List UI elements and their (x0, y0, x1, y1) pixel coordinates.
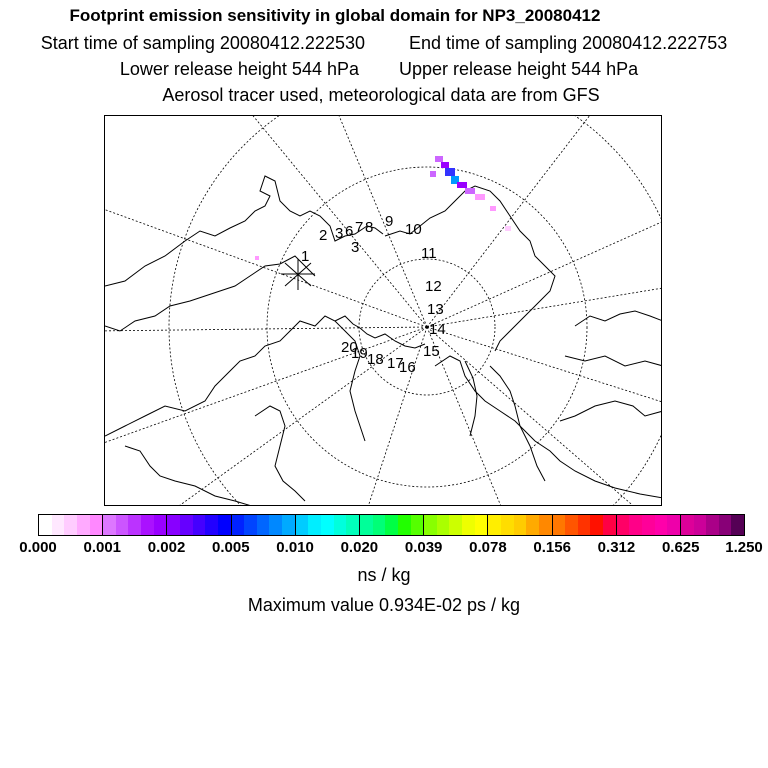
meridian (105, 327, 427, 331)
colorbar-segment (488, 515, 552, 535)
colorbar-cell (539, 515, 552, 535)
coastline-southwest (125, 446, 255, 506)
units-label: ns / kg (357, 565, 411, 585)
trajectory-label-20: 20 (341, 339, 358, 356)
colorbar-cell (488, 515, 501, 535)
colorbar-cell (205, 515, 218, 535)
coastline-west-2 (105, 256, 315, 331)
release-marker (281, 259, 315, 290)
footprint-cell (465, 188, 475, 194)
coastline-east-asia (435, 356, 662, 498)
trajectory-label-19: 19 (351, 345, 368, 362)
trajectory-label-3b: 3 (351, 239, 360, 256)
trajectory-label-6: 6 (345, 223, 354, 240)
footprint-cell (475, 194, 485, 200)
colorbar-cell (282, 515, 295, 535)
colorbar-cell (526, 515, 539, 535)
latitude-circle-40 (169, 116, 662, 506)
colorbar-tick-label: 0.039 (404, 539, 443, 556)
coastline-europe (255, 406, 305, 501)
trajectory-label-1: 1 (301, 248, 310, 265)
coastline-east-2 (565, 356, 662, 366)
colorbar-tick-label: 0.005 (212, 539, 250, 556)
release-height-line (0, 59, 763, 80)
upper-release-height: Upper release height 544 hPa (399, 59, 639, 79)
meridian (105, 327, 427, 446)
footprint-cell (457, 182, 467, 188)
colorbar-cell (514, 515, 527, 535)
graticule (105, 116, 662, 506)
colorbar-cell (154, 515, 167, 535)
colorbar-cell (180, 515, 193, 535)
footprint-cell (490, 206, 496, 211)
meridian (427, 327, 645, 506)
colorbar-tick-label: 0.010 (276, 539, 314, 556)
colorbar-cell (590, 515, 603, 535)
trajectory-label-7: 7 (355, 219, 364, 236)
colorbar-segment (39, 515, 103, 535)
colorbar-tick-label: 0.020 (340, 539, 379, 556)
colorbar-segment (424, 515, 488, 535)
colorbar-cell (334, 515, 347, 535)
colorbar-segment (103, 515, 167, 535)
start-time: Start time of sampling 20080412.222530 (40, 33, 365, 53)
colorbar (38, 514, 745, 536)
colorbar-cell (617, 515, 630, 535)
sampling-time-line (0, 33, 768, 54)
colorbar-cell (128, 515, 141, 535)
colorbar-cell (360, 515, 373, 535)
colorbar-cell (296, 515, 309, 535)
colorbar-cell (385, 515, 398, 535)
footprint-cell (430, 171, 436, 177)
colorbar-cell (193, 515, 206, 535)
trajectory-label-11: 11 (421, 245, 437, 262)
colorbar-cell (565, 515, 578, 535)
colorbar-segment (617, 515, 681, 535)
colorbar-cell (694, 515, 707, 535)
colorbar-cell (103, 515, 116, 535)
trajectory-label-3: 3 (335, 225, 344, 242)
max-value-label: Maximum value 0.934E-02 ps / kg (247, 595, 521, 615)
coastline-northeast (560, 401, 662, 421)
colorbar-cell (77, 515, 90, 535)
colorbar-segment (360, 515, 424, 535)
colorbar-cell (449, 515, 462, 535)
colorbar-cell (681, 515, 694, 535)
footprint-cell (255, 256, 259, 260)
meridian (427, 286, 662, 327)
trajectory-label-13: 13 (427, 301, 444, 318)
trajectory-labels (301, 213, 446, 376)
footprint-cell (445, 168, 455, 176)
colorbar-cell (257, 515, 270, 535)
colorbar-cell (424, 515, 437, 535)
colorbar-cell (629, 515, 642, 535)
meridian (165, 327, 427, 506)
colorbar-cell (437, 515, 450, 535)
coastline-island (465, 361, 477, 436)
trajectory-label-16: 16 (399, 359, 416, 376)
trajectory-label-2: 2 (319, 227, 328, 244)
coastline-east-1 (575, 311, 662, 326)
colorbar-cell (603, 515, 616, 535)
colorbar-cell (244, 515, 257, 535)
trajectory-label-9: 9 (385, 213, 394, 230)
colorbar-cell (411, 515, 424, 535)
colorbar-tick-label: 0.625 (661, 539, 700, 556)
colorbar-cell (90, 515, 103, 535)
colorbar-cell (553, 515, 566, 535)
colorbar-cell (39, 515, 52, 535)
coastlines (105, 176, 662, 506)
colorbar-tick-label: 0.000 (19, 539, 57, 556)
colorbar-cell (578, 515, 591, 535)
colorbar-tick-label: 0.002 (147, 539, 186, 556)
map-canvas (105, 116, 662, 506)
trajectory-label-17: 17 (387, 355, 404, 372)
colorbar-tick-label: 1.250 (725, 539, 763, 556)
trajectory-label-12: 12 (425, 278, 442, 295)
colorbar-cell (52, 515, 65, 535)
colorbar-cell (232, 515, 245, 535)
meridian (427, 116, 597, 327)
meridian (105, 206, 427, 327)
polar-map (104, 115, 662, 506)
colorbar-cell (475, 515, 488, 535)
colorbar-cell (308, 515, 321, 535)
tracer-info: Aerosol tracer used, meteorological data are from GFS (162, 85, 600, 105)
footprint-cell (505, 226, 511, 231)
colorbar-cell (719, 515, 732, 535)
colorbar-cell (346, 515, 359, 535)
coastline-greenland-region (105, 316, 365, 441)
colorbar-cell (141, 515, 154, 535)
colorbar-cell (731, 515, 744, 535)
colorbar-tick-label: 0.312 (597, 539, 636, 556)
colorbar-segment (232, 515, 296, 535)
trajectory-label-18: 18 (367, 351, 384, 368)
trajectory-label-15: 15 (423, 343, 440, 360)
colorbar-cell (64, 515, 77, 535)
end-time: End time of sampling 20080412.222753 (409, 33, 728, 53)
trajectory-label-10: 10 (405, 221, 422, 238)
colorbar-cell (167, 515, 180, 535)
coastline-east-siberia (385, 186, 555, 351)
trajectory-label-8: 8 (365, 219, 374, 236)
trajectory-label-14: 14 (429, 321, 446, 338)
colorbar-cell (462, 515, 475, 535)
colorbar-segment (553, 515, 617, 535)
colorbar-tick-label: 0.156 (533, 539, 571, 556)
colorbar-cell (321, 515, 334, 535)
colorbar-cell (706, 515, 719, 535)
colorbar-cell (501, 515, 514, 535)
colorbar-segment (296, 515, 360, 535)
colorbar-tick-label: 0.001 (83, 539, 122, 556)
colorbar-cell (642, 515, 655, 535)
lower-release-height: Lower release height 544 hPa (119, 59, 359, 79)
colorbar-segment (167, 515, 231, 535)
colorbar-cell (667, 515, 680, 535)
colorbar-ticks (0, 539, 768, 559)
colorbar-cell (373, 515, 386, 535)
colorbar-cell (398, 515, 411, 535)
colorbar-cell (116, 515, 129, 535)
colorbar-tick-label: 0.078 (469, 539, 507, 556)
colorbar-cell (269, 515, 282, 535)
meridian (427, 216, 662, 327)
colorbar-segment (681, 515, 744, 535)
colorbar-cell (655, 515, 668, 535)
footprint-cell (441, 162, 449, 168)
meridian (245, 116, 427, 327)
emission-footprint (255, 156, 511, 260)
chart-title: Footprint emission sensitivity in global domain for NP3_20080412 (69, 6, 601, 25)
colorbar-cell (218, 515, 231, 535)
footprint-cell (435, 156, 443, 162)
